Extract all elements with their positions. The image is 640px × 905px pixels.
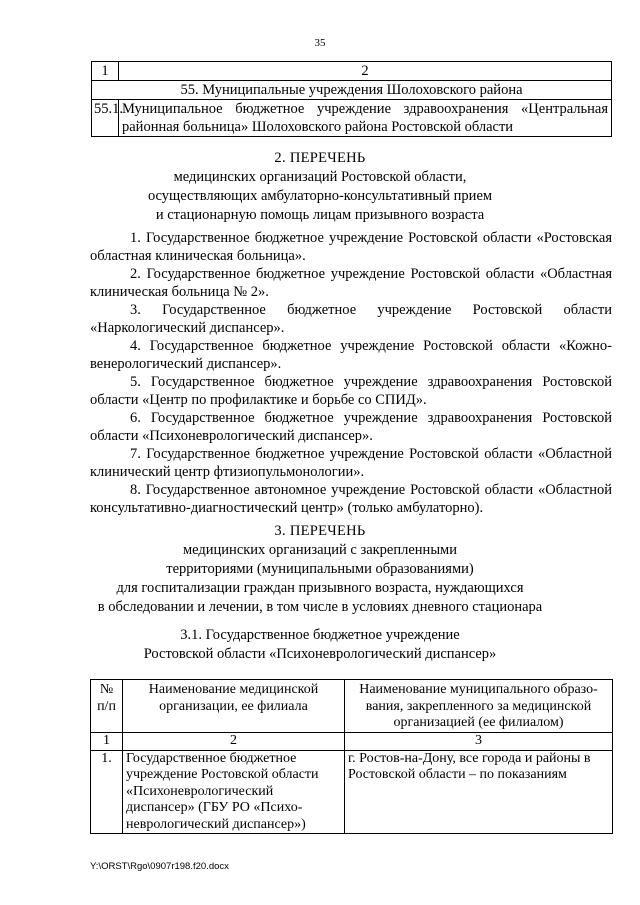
subsection-3-1-heading [40, 626, 600, 664]
list-item: 7. Государственное бюджетное учреждение Ростовской области «Областной клинический центр фтизиопульмонологии». [90, 446, 612, 480]
section-2-subtitle-line: осуществляющих амбулаторно-консультативный прием [147, 188, 493, 204]
header-number-cell: № п/п [91, 680, 123, 733]
section-row [92, 81, 612, 100]
column-number-cell: 1 [92, 62, 119, 81]
header-territory-cell: Наименование муниципального образо-вания, закрепленного за медицинской организацией (ее филиалом) [345, 680, 613, 733]
row-text-cell: Муниципальное бюджетное учреждение здравоохранения «Центральная районная больница» Шолоховского района Ростовской области [119, 100, 612, 137]
list-item: 1. Государственное бюджетное учреждение Ростовской области «Ростовская областная клиническая больница». [90, 230, 612, 264]
section-2-subtitle-line: медицинских организаций Ростовской области, [173, 169, 467, 185]
column-number-cell: 2 [119, 62, 612, 81]
list-item: 3. Государственное бюджетное учреждение Ростовской области «Наркологический диспансер». [90, 302, 612, 336]
section-3-title: 3. ПЕРЕЧЕНЬ [274, 523, 366, 539]
section-2-subtitle-line: и стационарную помощь лицам призывного возраста [155, 207, 485, 223]
table-row [92, 100, 612, 137]
file-path-footer: Y:\ORST\Rgo\0907r198.f20.docx [90, 861, 229, 872]
section-title-cell: 55. Муниципальные учреждения Шолоховского района [92, 81, 612, 100]
list-item: 2. Государственное бюджетное учреждение Ростовской области «Областная клиническая больница № 2». [90, 266, 612, 300]
row-number-cell: 55.1. [92, 100, 119, 137]
row-territory-cell: г. Ростов-на-Дону, все города и районы в Ростовской области – по показаниям [345, 750, 613, 834]
top-table [91, 61, 612, 137]
section-2-heading [40, 149, 600, 225]
column-number-cell: 3 [345, 733, 613, 751]
row-number-cell: 1. [91, 750, 123, 834]
table-header-row [91, 680, 613, 733]
column-numbers-row [91, 733, 613, 751]
section-3-subtitle-line: в обследовании и лечении, в том числе в условиях дневного стационара [97, 599, 543, 615]
bottom-table [90, 679, 613, 834]
page-number: 35 [314, 37, 326, 49]
row-organization-cell: Государственное бюджетное учреждение Ростовской области «Психоневрологический диспансер» (ГБУ РО «Психо-неврологический диспансер») [123, 750, 345, 834]
section-3-subtitle-line: территориями (муниципальными образованиями) [166, 561, 474, 577]
header-organization-cell: Наименование медицинской организации, ее филиала [123, 680, 345, 733]
table-header-row [92, 62, 612, 81]
list-item: 8. Государственное автономное учреждение Ростовской области «Областной консультативно-диагностический центр» (только амбулаторно). [90, 482, 612, 516]
section-3-subtitle-line: медицинских организаций с закрепленными [182, 542, 457, 558]
list-item: 5. Государственное бюджетное учреждение здравоохранения Ростовской области «Центр по профилактике и борьбе со СПИД». [90, 374, 612, 408]
subsection-line: 3.1. Государственное бюджетное учреждение [180, 627, 460, 643]
section-3-subtitle-line: для госпитализации граждан призывного возраста, нуждающихся [116, 580, 524, 596]
list-item: 6. Государственное бюджетное учреждение здравоохранения Ростовской области «Психоневрологический диспансер». [90, 410, 612, 444]
section-2-title: 2. ПЕРЕЧЕНЬ [274, 150, 366, 166]
section-3-heading [40, 522, 600, 617]
column-number-cell: 2 [123, 733, 345, 751]
section-2-list [90, 229, 612, 517]
table-row [91, 750, 613, 834]
list-item: 4. Государственное бюджетное учреждение Ростовской области «Кожно-венерологический диспансер». [90, 338, 612, 372]
column-number-cell: 1 [91, 733, 123, 751]
subsection-line: Ростовской области «Психоневрологический диспансер» [143, 646, 497, 662]
